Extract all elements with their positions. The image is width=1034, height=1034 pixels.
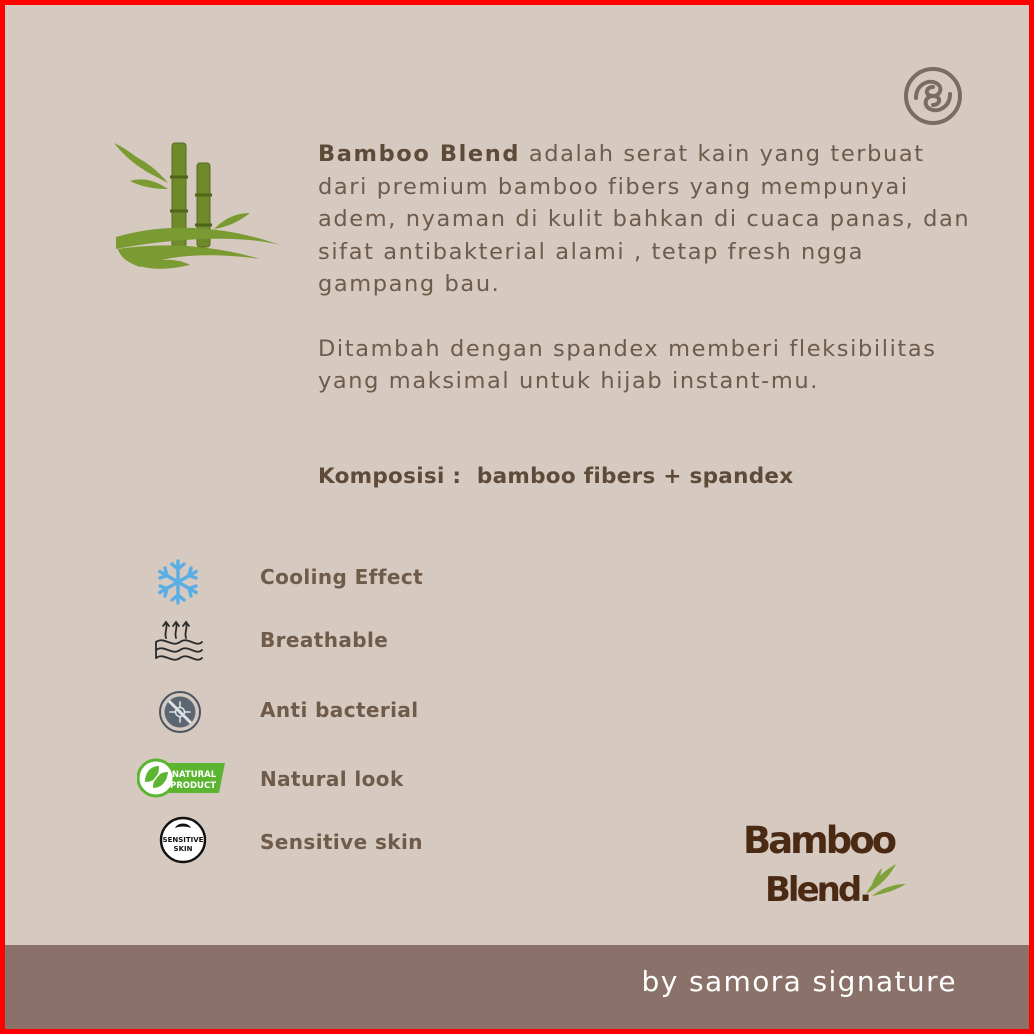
natural-product-badge-icon <box>137 758 229 798</box>
description-paragraph-2: Ditambah dengan spandex memberi fleksibilitas yang maksimal untuk hijab instant-mu. <box>318 335 937 394</box>
highlight-text: Bamboo Blend <box>318 141 521 167</box>
natural-badge-line2: PRODUCT <box>170 781 216 791</box>
logo-line-2: Blend. <box>765 870 870 910</box>
sensitive-badge-line2: SKIN <box>173 845 193 853</box>
sensitive-badge-line1: SENSITIVE <box>162 836 204 844</box>
bamboo-leaf-icon <box>862 860 908 898</box>
bamboo-illustration-icon <box>110 137 282 275</box>
sensitive-skin-icon <box>158 815 208 865</box>
natural-badge-line1: NATURAL <box>171 770 217 780</box>
breathable-fabric-icon <box>152 620 204 668</box>
feature-label: Natural look <box>260 767 404 791</box>
logo-line-1: Bamboo <box>743 819 895 862</box>
feature-label: Cooling Effect <box>260 565 424 589</box>
composition-text: Komposisi : bamboo fibers + spandex <box>318 464 794 489</box>
feature-label: Sensitive skin <box>260 830 423 854</box>
snowflake-icon <box>154 558 202 606</box>
footer-signature: by samora signature <box>641 965 957 998</box>
brand-mark-icon <box>902 65 964 127</box>
anti-bacterial-icon <box>158 690 202 734</box>
description <box>318 138 978 398</box>
description-text: adalah serat kain yang terbuat dari premium bamboo fibers yang mempunyai adem, nyaman di kulit bahkan di cuaca panas, dan sifat antibakterial alami , tetap fresh ngga gampang bau. <box>318 141 971 297</box>
description-paragraph-1 <box>318 138 978 301</box>
feature-label: Breathable <box>260 628 389 652</box>
feature-label: Anti bacterial <box>260 698 419 722</box>
footer-bar <box>5 945 1029 1034</box>
